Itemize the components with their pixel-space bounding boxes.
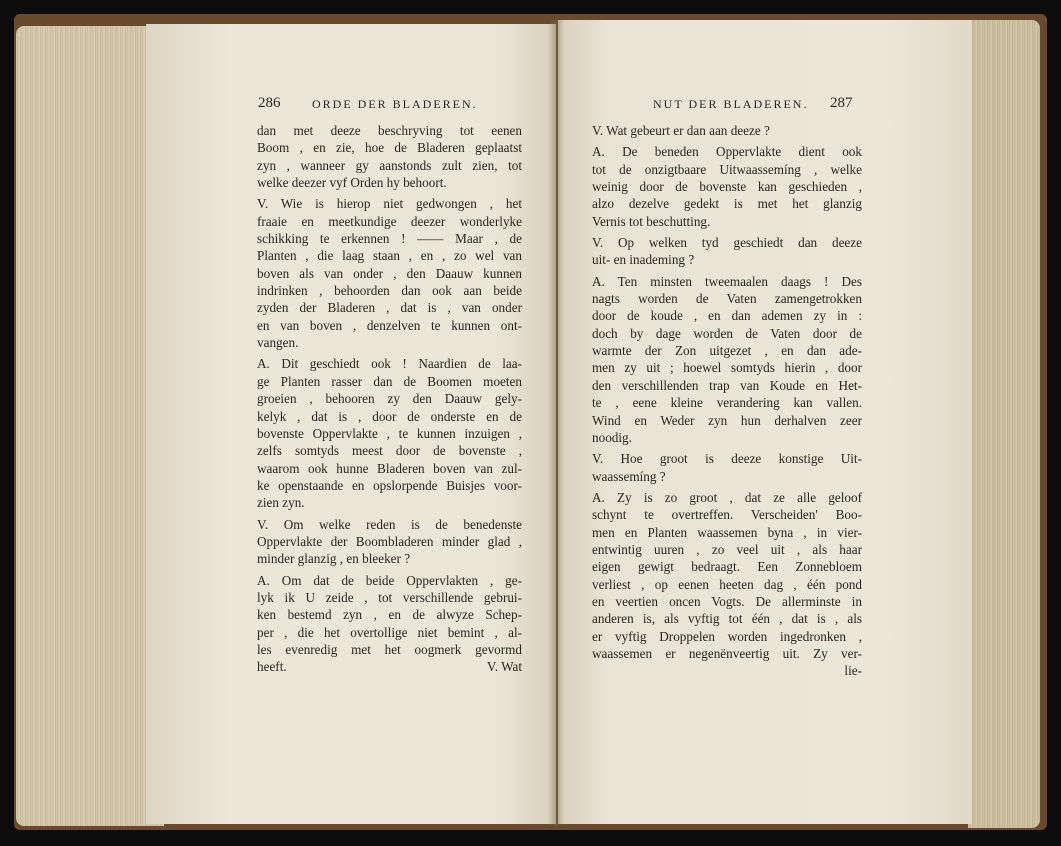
- text-line: A. De beneden Oppervlakte dient ook: [592, 144, 862, 160]
- text-line: men zy uit ; hoewel somtyds hierin , door: [592, 360, 862, 376]
- text-line: verliest , op eenen heeten dag , één pond: [592, 576, 862, 592]
- text-line: bovenste Oppervlakte , te kunnen inzuigen ,: [257, 425, 522, 441]
- catchword: V. Wat: [486, 659, 522, 675]
- text-line: entwintig uuren , zo veel uit , als haar: [592, 541, 862, 557]
- text-line: welke deezer vyf Orden hy behoort.: [257, 175, 447, 191]
- text-line: zyden der Bladeren , dat is , van onder: [257, 300, 522, 316]
- text-line: en veertien oncen Vogts. De allerminste in: [592, 593, 862, 609]
- text-line: lie-: [844, 663, 862, 679]
- text-line: zyn , wanneer gy aanstonds zult zien, tot: [257, 157, 522, 173]
- text-line: schikking te erkennen ! —— Maar , de: [257, 231, 522, 247]
- right-running-head: NUT DER BLADEREN.: [653, 97, 809, 111]
- text-line: ke openstaande en opslorpende Buisjes voor-: [257, 477, 522, 493]
- text-line: door de koude , en dan ademen zy in :: [592, 308, 862, 324]
- text-line: Wind en Weder zyn hun derhalven zeer: [592, 412, 862, 428]
- text-line: V. Hoe groot is deeze konstige Uit-: [592, 451, 862, 467]
- text-line: V. Om welke reden is de benedenste: [257, 516, 522, 532]
- text-line: er vyftig Droppelen worden ingedronken ,: [592, 628, 862, 644]
- text-line: A. Dit geschiedt ook ! Naardien de laa-: [257, 356, 522, 372]
- text-line: Vernis tot beschutting.: [592, 213, 711, 229]
- text-line: vangen.: [257, 335, 299, 351]
- text-line: groeien , behooren zy den Daauw gely-: [257, 391, 522, 407]
- text-line: anderen is, als vyftig tot één , dat is , als: [592, 611, 862, 627]
- text-line: Boom , en zie, hoe de Bladeren geplaatst: [257, 140, 522, 156]
- book-gutter: [548, 20, 564, 826]
- text-line: en van boven , denzelven te kunnen ont-: [257, 317, 522, 333]
- text-line: les evenredig met het oogmerk gevormd: [257, 641, 522, 657]
- text-line: waassemíng ?: [592, 468, 666, 484]
- text-line: ken bestemd zyn , en de alwyze Schep-: [257, 607, 522, 623]
- right-page-edges: [968, 20, 1040, 828]
- text-line: uit- en inademing ?: [592, 252, 695, 268]
- text-line: warmte der Zon uitgezet , en dan ade-: [592, 343, 862, 359]
- text-line: den verschillenden trap van Koude en Het-: [592, 377, 862, 393]
- text-line-with-catchword: [257, 658, 522, 675]
- text-line: V. Wie is hierop niet gedwongen , het: [257, 196, 522, 212]
- left-running-head: ORDE DER BLADEREN.: [312, 97, 478, 111]
- right-page-number: 287: [830, 95, 853, 111]
- text-line: weinig door de bovenste kan geschieden ,: [592, 179, 862, 195]
- text-line: zien zyn.: [257, 495, 305, 511]
- text-line: zelfs somtyds meest door de bovenste ,: [257, 443, 522, 459]
- text-line: noodig.: [592, 429, 632, 445]
- text-line: waassemen er negenënveertig uit. Zy ver-: [592, 645, 862, 661]
- text-line: doch by dage worden de Vaten door de: [592, 325, 862, 341]
- text-line: waarom ook hunne Bladeren boven van zul-: [257, 460, 522, 476]
- text-line: lyk ik U zeide , tot verschillende gebrui-: [257, 589, 522, 605]
- text-line: V. Wat gebeurt er dan aan deeze ?: [592, 123, 770, 138]
- text-line: boven als van onder , den Daauw kunnen: [257, 265, 522, 281]
- text-line: A. Ten minsten tweemaalen daags ! Des: [592, 273, 862, 289]
- text-line: fraaie en meetkundige deezer wonderlyke: [257, 213, 522, 229]
- text-line: nagts worden de Vaten zamengetrokken: [592, 291, 862, 307]
- left-page-number: 286: [258, 95, 281, 111]
- text-line: A. Zy is zo groot , dat ze alle geloof: [592, 489, 862, 505]
- text-line: te , eene kleine verandering kan vallen.: [592, 395, 862, 411]
- text-line: eigen gewigt bedraagt. Een Zonnebloem: [592, 559, 862, 575]
- text-line: A. Om dat de beide Oppervlakten , ge-: [257, 572, 522, 588]
- text-line: per , die het overtollige niet bemint , al-: [257, 624, 522, 640]
- text-line: kelyk , dat is , door de onderste en de: [257, 408, 522, 424]
- text-line: dan met deeze beschryving tot eenen: [257, 123, 522, 138]
- right-page-text: [592, 122, 862, 680]
- left-page-edges: [16, 26, 164, 826]
- text-line: V. Op welken tyd geschiedt dan deeze: [592, 235, 862, 251]
- left-page-text: [257, 122, 522, 676]
- text-line: ge Planten rasser dan de Boomen moeten: [257, 373, 522, 389]
- text-line: minder glanzig , en bleeker ?: [257, 551, 411, 567]
- text-line: schynt te overtreffen. Verscheiden' Boo-: [592, 507, 862, 523]
- text-line: heeft.: [257, 659, 287, 675]
- text-line: men en Planten waassemen byna , in vier-: [592, 524, 862, 540]
- text-line: indrinken , behoorden dan ook aan beide: [257, 283, 522, 299]
- text-line: tot de onzigtbaare Uitwaassemíng , welke: [592, 161, 862, 177]
- text-line: alzo dezelve gedekt is met het glanzig: [592, 196, 862, 212]
- text-line: Planten , die laag staan , en , zo wel van: [257, 248, 522, 264]
- text-line: Oppervlakte der Boombladeren minder glad ,: [257, 533, 522, 549]
